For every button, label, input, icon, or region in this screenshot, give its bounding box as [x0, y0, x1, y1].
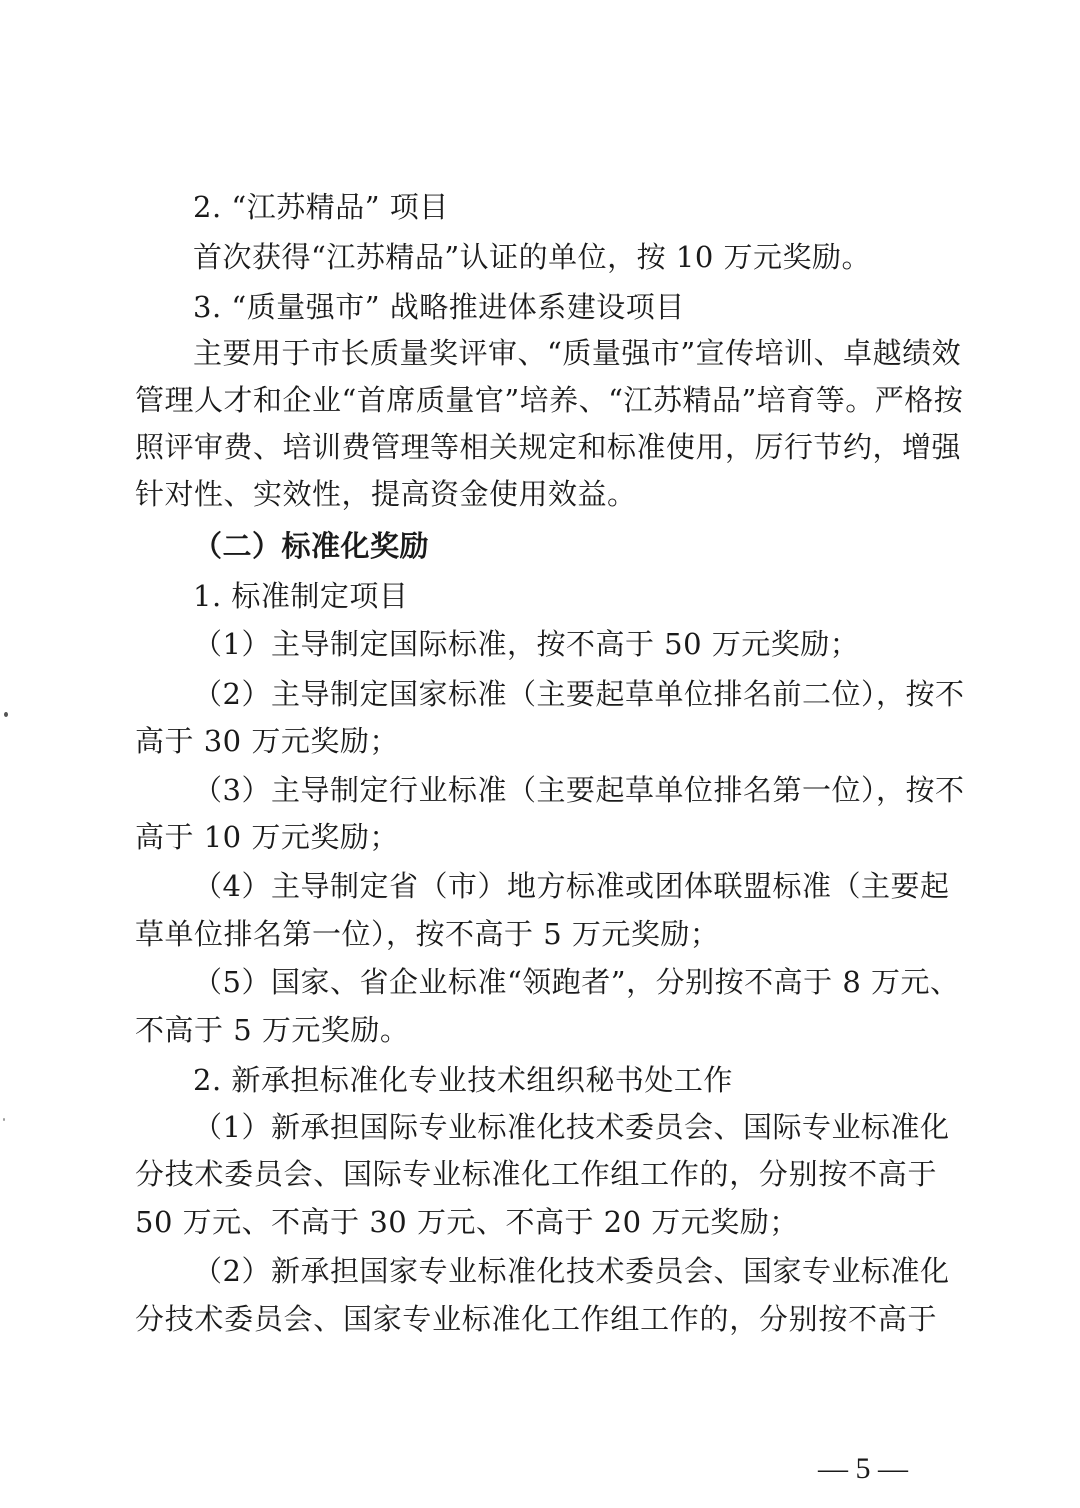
- paragraph-line: 管理人才和企业“首席质量官”培养、“江苏精品”培育等。严格按: [135, 383, 964, 417]
- heading-jiangsu-jingpin: 2. “江苏精品” 项目: [193, 190, 449, 224]
- paragraph-line: 首次获得“江苏精品”认证的单位，按 10 万元奖励。: [193, 240, 871, 274]
- heading-secretariat: 2. 新承担标准化专业技术组织秘书处工作: [193, 1063, 733, 1097]
- list-item-continuation: 50 万元、不高于 30 万元、不高于 20 万元奖励；: [135, 1205, 799, 1239]
- heading-quality-city: 3. “质量强市” 战略推进体系建设项目: [193, 290, 685, 324]
- list-item-continuation: 高于 10 万元奖励；: [135, 820, 399, 854]
- list-item: （4）主导制定省（市）地方标准或团体联盟标准（主要起: [193, 869, 950, 903]
- list-item: （2）新承担国家专业标准化技术委员会、国家专业标准化: [193, 1254, 950, 1288]
- paragraph-line: 照评审费、培训费管理等相关规定和标准使用，厉行节约，增强: [135, 430, 962, 464]
- list-item: （2）主导制定国家标准（主要起草单位排名前二位），按不: [193, 677, 965, 711]
- list-item-continuation: 草单位排名第一位），按不高于 5 万元奖励；: [135, 917, 720, 951]
- list-item: （3）主导制定行业标准（主要起草单位排名第一位），按不: [193, 773, 965, 807]
- list-item-continuation: 高于 30 万元奖励；: [135, 724, 399, 758]
- list-item-continuation: 不高于 5 万元奖励。: [135, 1013, 410, 1047]
- scan-speck: [4, 712, 8, 717]
- scan-speck: [3, 1118, 5, 1121]
- paragraph-line: 主要用于市长质量奖评审、“质量强市”宣传培训、卓越绩效: [193, 336, 962, 370]
- page-number: — 5 —: [818, 1452, 908, 1485]
- list-item: （1）新承担国际专业标准化技术委员会、国际专业标准化: [193, 1110, 950, 1144]
- section-heading-standardization: （二）标准化奖励: [193, 529, 430, 563]
- list-item: （1）主导制定国际标准，按不高于 50 万元奖励；: [193, 627, 860, 661]
- heading-standard-making: 1. 标准制定项目: [193, 579, 409, 613]
- list-item-continuation: 分技术委员会、国际专业标准化工作组工作的，分别按不高于: [135, 1157, 937, 1191]
- list-item-continuation: 分技术委员会、国家专业标准化工作组工作的，分别按不高于: [135, 1302, 937, 1336]
- paragraph-line: 针对性、实效性，提高资金使用效益。: [135, 477, 637, 511]
- list-item: （5）国家、省企业标准“领跑者”，分别按不高于 8 万元、: [193, 965, 960, 999]
